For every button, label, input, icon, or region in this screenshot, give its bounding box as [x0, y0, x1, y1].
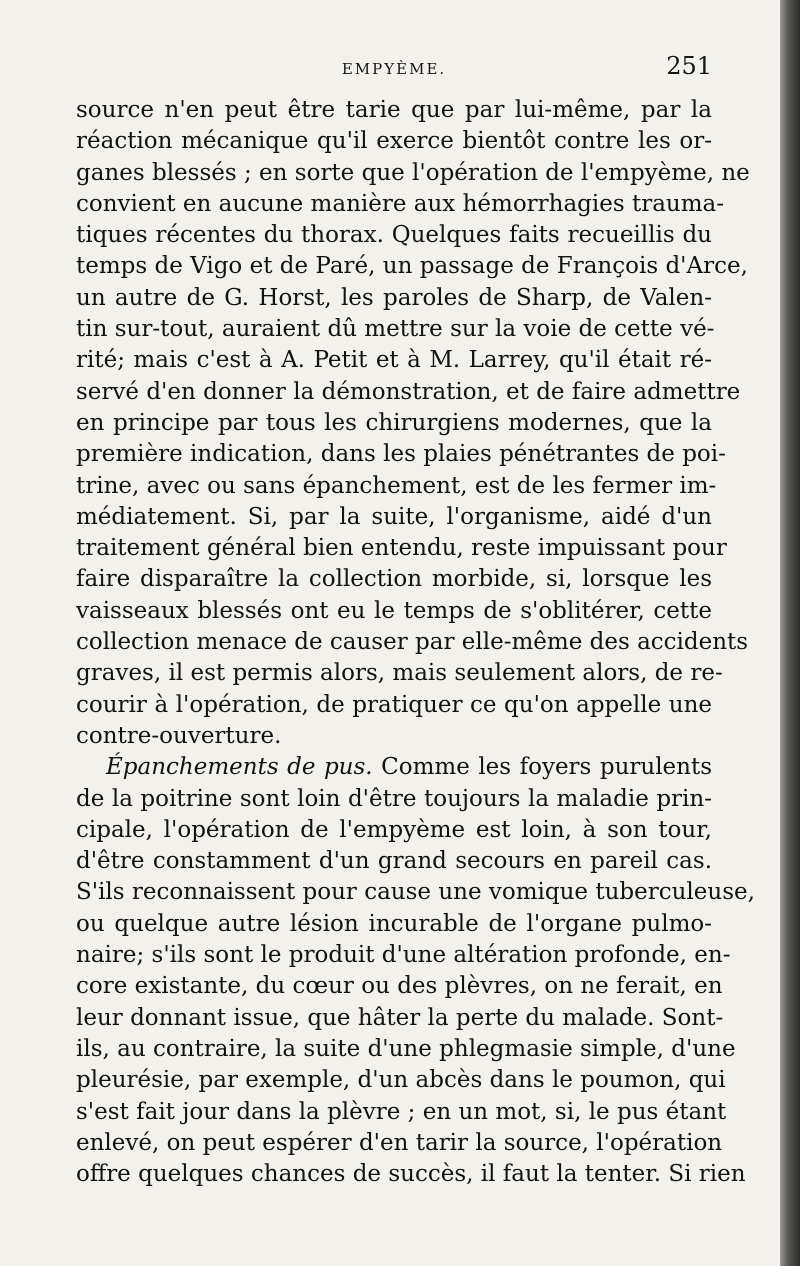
running-head: EMPYÈME. [341, 60, 447, 78]
text-line: convient en aucune manière aux hémorrhagies trauma- [76, 190, 725, 217]
section-heading: Épanchements de pus. [106, 754, 373, 781]
text-line: naire; s'ils sont le produit d'une altération profonde, en- [76, 942, 731, 969]
text-line: de la poitrine sont loin d'être toujours la maladie prin- [76, 785, 712, 812]
text-line: ils, au contraire, la suite d'une phlegmasie simple, d'une [76, 1035, 736, 1062]
text-line: S'ils reconnaissent pour cause une vomique tuberculeuse, [76, 879, 755, 906]
text-line-rest: Comme les foyers purulents [381, 754, 713, 781]
page-header [76, 52, 712, 86]
text-line: cipale, l'opération de l'empyème est loin, à son tour, [76, 816, 712, 843]
text-line: traitement général bien entendu, reste impuissant pour [76, 535, 727, 562]
text-line: source n'en peut être tarie que par lui-même, par la [76, 97, 712, 123]
text-line: rité; mais c'est à A. Petit et à M. Larrey, qu'il était ré- [76, 347, 712, 374]
text-line: temps de Vigo et de Paré, un passage de François d'Arce, [76, 253, 748, 280]
text-line: pleurésie, par exemple, d'un abcès dans le poumon, qui [76, 1067, 726, 1094]
text-line: enlevé, on peut espérer d'en tarir la source, l'opération [76, 1129, 723, 1156]
text-line: core existante, du cœur ou des plèvres, on ne ferait, en [76, 973, 723, 1000]
text-line: collection menace de causer par elle-même des accidents [76, 629, 749, 656]
page-body [76, 95, 755, 1190]
text-line: première indication, dans les plaies pénétrantes de poi- [76, 441, 726, 468]
paragraph-hemorrhage [76, 95, 750, 752]
text-line: offre quelques chances de succès, il faut la tenter. Si rien [76, 1161, 746, 1188]
text-line: médiatement. Si, par la suite, l'organisme, aidé d'un [76, 503, 712, 530]
text-line: courir à l'opération, de pratiquer ce qu'on appelle une [76, 691, 712, 718]
text-line: vaisseaux blessés ont eu le temps de s'oblitérer, cette [76, 597, 712, 624]
page-edge-shadow [780, 0, 800, 1266]
paragraph-pus-effusions [76, 752, 755, 1190]
text-line: tin sur-tout, auraient dû mettre sur la voie de cette vé- [76, 316, 715, 343]
text-line [76, 752, 712, 783]
text-line: en principe par tous les chirurgiens modernes, que la [76, 409, 712, 436]
text-line: réaction mécanique qu'il exerce bientôt contre les or- [76, 128, 712, 155]
text-line: tiques récentes du thorax. Quelques faits recueillis du [76, 222, 712, 249]
text-line: leur donnant issue, que hâter la perte du malade. Sont- [76, 1004, 724, 1031]
page-number: 251 [666, 52, 712, 80]
text-line: graves, il est permis alors, mais seulement alors, de re- [76, 660, 723, 687]
text-line: ganes blessés ; en sorte que l'opération de l'empyème, ne [76, 159, 750, 186]
text-line: servé d'en donner la démonstration, et de faire admettre [76, 378, 741, 405]
text-line: s'est fait jour dans la plèvre ; en un mot, si, le pus étant [76, 1098, 727, 1125]
text-line: un autre de G. Horst, les paroles de Sharp, de Valen- [76, 284, 712, 311]
text-line: faire disparaître la collection morbide, si, lorsque les [76, 566, 712, 593]
text-line: contre-ouverture. [76, 722, 282, 749]
text-line: trine, avec ou sans épanchement, est de les fermer im- [76, 472, 717, 499]
text-line: d'être constamment d'un grand secours en pareil cas. [76, 848, 712, 875]
text-line: ou quelque autre lésion incurable de l'organe pulmo- [76, 910, 712, 937]
